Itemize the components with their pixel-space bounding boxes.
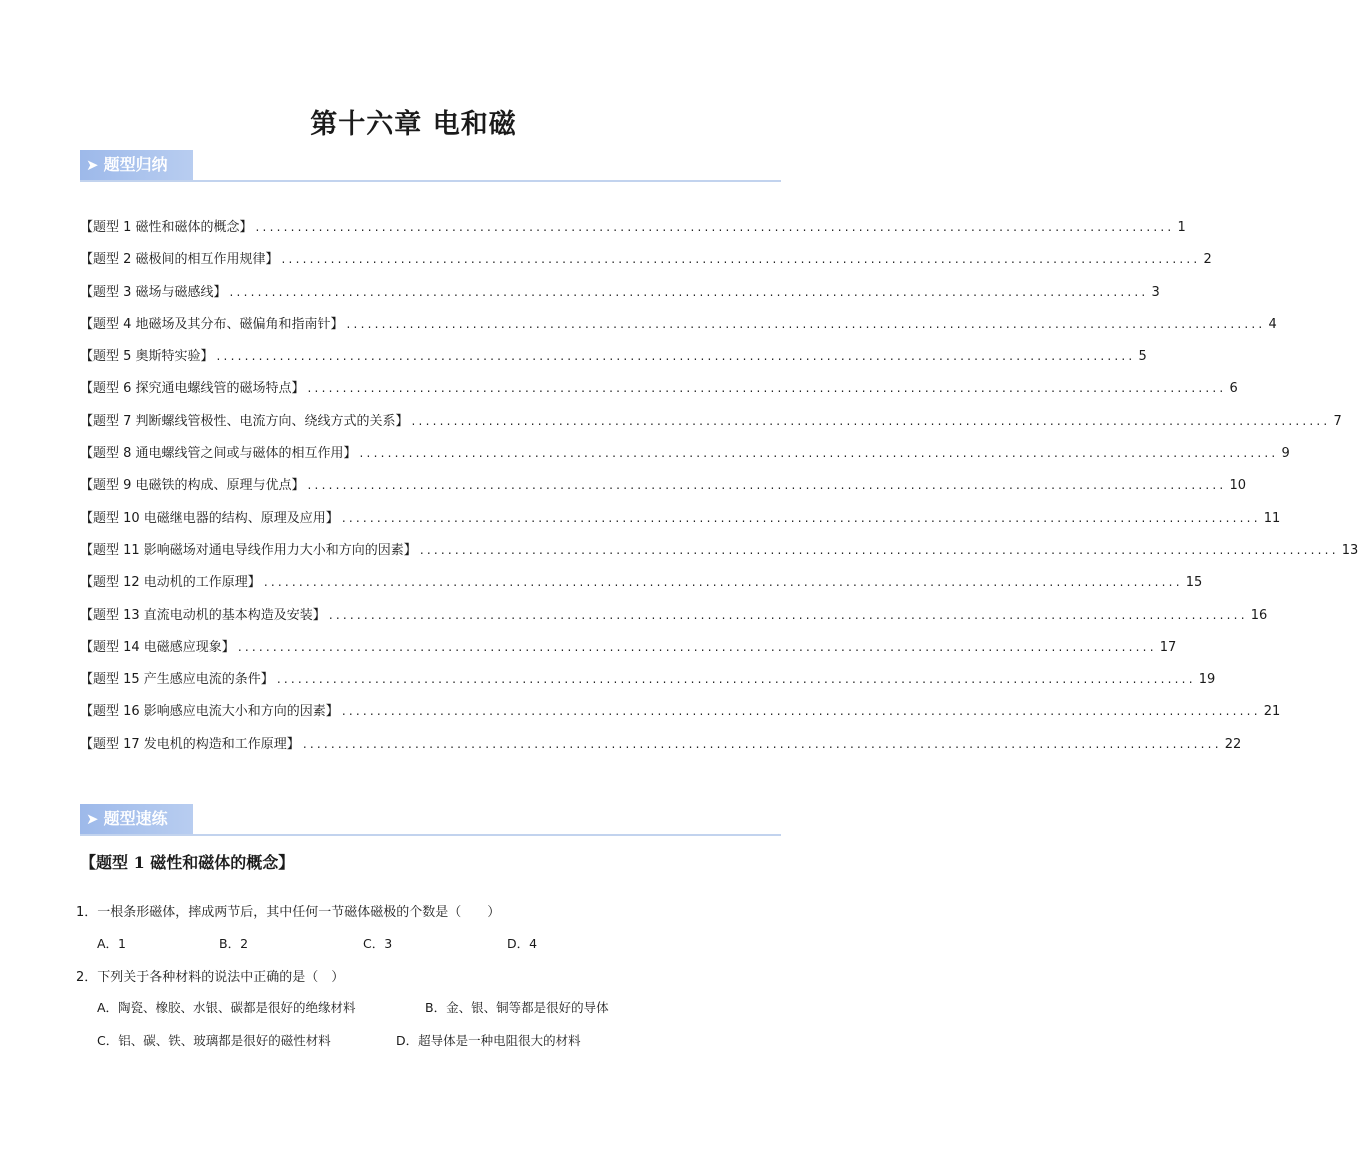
toc-entry-label: 【题型 8 通电螺线管之间或与磁体的相互作用】 <box>80 446 357 462</box>
toc-page-number: 10 <box>1229 478 1246 494</box>
toc-entry[interactable] <box>80 733 1242 765</box>
toc-page-number: 6 <box>1229 381 1238 397</box>
toc-leader-dots: ................................................................................................................................... <box>237 639 1157 654</box>
toc-entry-label: 【题型 16 影响感应电流大小和方向的因素】 <box>80 704 339 720</box>
arrow-right-icon: ➤ <box>86 810 99 828</box>
toc-entry-label: 【题型 17 发电机的构造和工作原理】 <box>80 736 300 752</box>
question-stem: 2．下列关于各种材料的说法中正确的是（ ） <box>76 970 345 985</box>
toc-page-number: 5 <box>1138 349 1147 365</box>
toc-entry[interactable] <box>80 700 1281 732</box>
option-a: A．1 <box>97 936 127 951</box>
toc-entry[interactable] <box>80 442 1290 474</box>
toc-leader-dots: ................................................................................................................................... <box>281 252 1201 267</box>
toc-entry-label: 【题型 14 电磁感应现象】 <box>80 639 235 655</box>
toc-entry-label: 【题型 3 磁场与磁感线】 <box>80 284 227 300</box>
section-header-summary <box>80 150 781 182</box>
toc-leader-dots: ................................................................................................................................... <box>302 736 1222 751</box>
section-label: 题型速练 <box>103 809 168 828</box>
table-of-contents <box>80 216 1358 765</box>
toc-entry-label: 【题型 5 奥斯特实验】 <box>80 349 214 365</box>
question-type-heading: 【题型 1 磁性和磁体的概念】 <box>80 853 295 872</box>
toc-leader-dots: ................................................................................................................................... <box>276 672 1196 687</box>
toc-leader-dots: ................................................................................................................................... <box>341 704 1261 719</box>
toc-entry[interactable] <box>80 216 1186 248</box>
option-b: B．金、银、铜等都是很好的导体 <box>425 1000 609 1015</box>
toc-leader-dots: ................................................................................................................................... <box>346 316 1266 331</box>
toc-entry-label: 【题型 2 磁极间的相互作用规律】 <box>80 252 279 268</box>
toc-page-number: 19 <box>1198 672 1216 688</box>
toc-entry[interactable] <box>80 474 1246 506</box>
section-tag <box>80 804 193 834</box>
option-c: C．铝、碳、铁、玻璃都是很好的磁性材料 <box>97 1033 331 1048</box>
toc-page-number: 15 <box>1185 575 1203 591</box>
toc-leader-dots: ................................................................................................................................... <box>328 607 1248 622</box>
option-b: B．2 <box>219 936 249 951</box>
toc-entry[interactable] <box>80 604 1268 636</box>
toc-leader-dots: ................................................................................................................................... <box>419 542 1339 557</box>
option-a: A．陶瓷、橡胶、水银、碳都是很好的绝缘材料 <box>97 1000 356 1015</box>
toc-page-number: 1 <box>1177 220 1186 235</box>
toc-page-number: 4 <box>1268 316 1277 332</box>
toc-page-number: 2 <box>1203 252 1212 268</box>
toc-entry[interactable] <box>80 281 1160 313</box>
option-c: C．3 <box>363 936 393 951</box>
toc-entry-label: 【题型 12 电动机的工作原理】 <box>80 575 261 591</box>
toc-entry-label: 【题型 6 探究通电螺线管的磁场特点】 <box>80 381 305 397</box>
toc-leader-dots: ................................................................................................................................... <box>411 413 1331 428</box>
chapter-title: 第十六章 电和磁 <box>310 109 517 140</box>
toc-page-number: 22 <box>1224 736 1242 752</box>
toc-entry-label: 【题型 4 地磁场及其分布、磁偏角和指南针】 <box>80 316 344 332</box>
toc-entry-label: 【题型 10 电磁继电器的结构、原理及应用】 <box>80 510 339 526</box>
section-divider <box>80 834 781 836</box>
toc-leader-dots: ................................................................................................................................... <box>229 284 1149 299</box>
toc-entry-label: 【题型 1 磁性和磁体的概念】 <box>80 220 253 235</box>
toc-page-number: 17 <box>1159 639 1177 655</box>
toc-entry[interactable] <box>80 313 1277 345</box>
toc-page-number: 21 <box>1263 704 1281 720</box>
section-label: 题型归纳 <box>103 155 168 174</box>
toc-leader-dots: ................................................................................................................................... <box>341 510 1261 525</box>
toc-entry[interactable] <box>80 248 1212 280</box>
toc-entry[interactable] <box>80 507 1281 539</box>
toc-leader-dots: ................................................................................................................................... <box>263 575 1183 590</box>
toc-leader-dots: ................................................................................................................................... <box>216 349 1136 364</box>
toc-entry[interactable] <box>80 410 1342 442</box>
toc-page-number: 11 <box>1263 510 1281 526</box>
toc-leader-dots: ................................................................................................................................... <box>359 446 1279 461</box>
toc-entry-label: 【题型 7 判断螺线管极性、电流方向、绕线方式的关系】 <box>80 413 409 429</box>
toc-entry-label: 【题型 11 影响磁场对通电导线作用力大小和方向的因素】 <box>80 542 417 558</box>
toc-entry[interactable] <box>80 571 1203 603</box>
toc-entry[interactable] <box>80 539 1358 571</box>
section-header-practice <box>80 804 781 836</box>
toc-page-number: 9 <box>1281 446 1290 462</box>
toc-page-number: 7 <box>1333 413 1342 429</box>
toc-page-number: 3 <box>1151 284 1160 300</box>
section-tag <box>80 150 193 180</box>
toc-leader-dots: ................................................................................................................................... <box>307 478 1227 493</box>
toc-leader-dots: ................................................................................................................................... <box>307 381 1227 396</box>
arrow-right-icon: ➤ <box>86 156 99 174</box>
option-d: D．超导体是一种电阻很大的材料 <box>396 1033 581 1048</box>
toc-entry-label: 【题型 9 电磁铁的构成、原理与优点】 <box>80 478 305 494</box>
toc-entry[interactable] <box>80 345 1147 377</box>
toc-page-number: 13 <box>1341 542 1358 558</box>
toc-leader-dots: ................................................................................................................................... <box>255 220 1175 234</box>
toc-entry[interactable] <box>80 668 1216 700</box>
toc-page-number: 16 <box>1250 607 1268 623</box>
question-stem: 1．一根条形磁体，摔成两节后，其中任何一节磁体磁极的个数是（ ） <box>76 905 501 920</box>
section-divider <box>80 180 781 182</box>
toc-entry-label: 【题型 15 产生感应电流的条件】 <box>80 672 274 688</box>
option-d: D．4 <box>507 936 538 951</box>
toc-entry-label: 【题型 13 直流电动机的基本构造及安装】 <box>80 607 326 623</box>
toc-entry[interactable] <box>80 636 1177 668</box>
toc-entry[interactable] <box>80 377 1238 409</box>
